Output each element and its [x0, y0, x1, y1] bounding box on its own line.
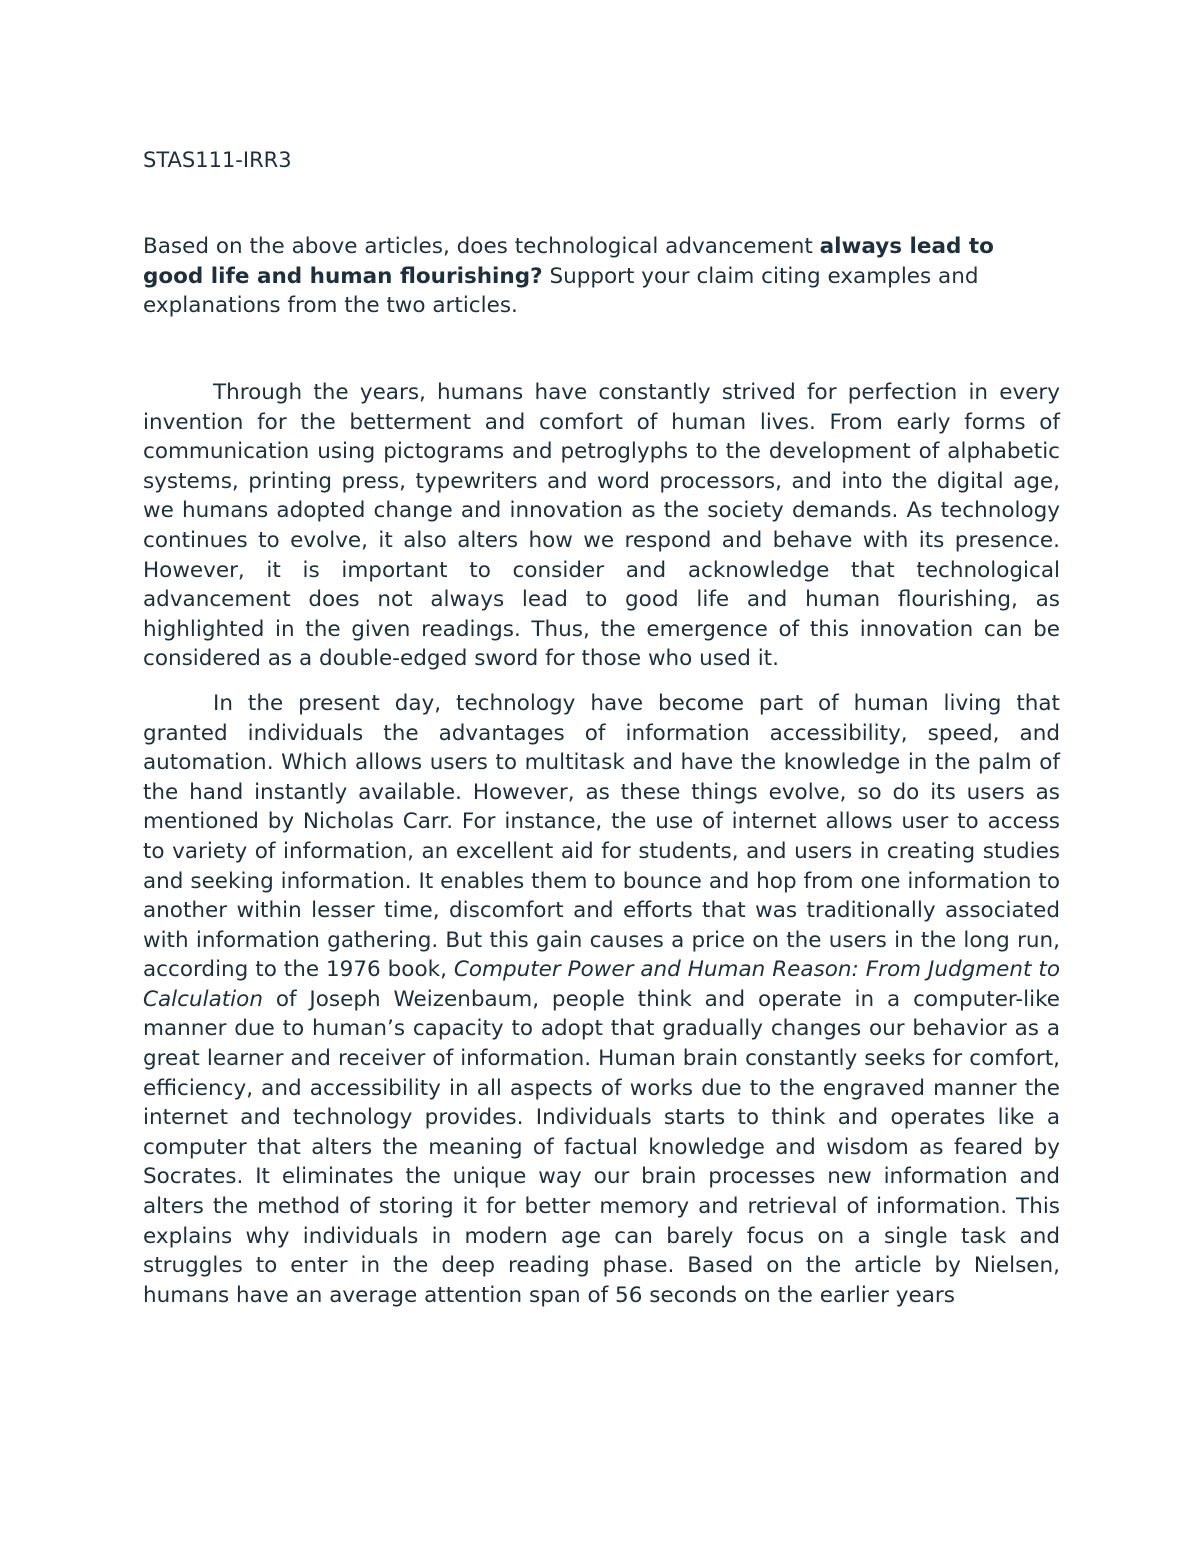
essay-prompt	[143, 232, 1060, 321]
book-title: Computer Power and Human Reason: From Judgment to Calculation	[143, 957, 1060, 1012]
prompt-text-start: Based on the above articles, does technological advancement	[143, 234, 820, 259]
prompt-bold-question: always lead to good life and human flourishing?	[143, 234, 994, 289]
paragraph-2-text-start: In the present day, technology have become part of human living that granted individuals the advantages of information accessibility, speed, and automation. Which allows users to multitask and have the knowledge in the palm of the hand instantly available. However, as these things evolve, so do its users as mentioned by Nicholas Carr. For instance, the use of internet allows user to access to variety of information, an excellent aid for students, and users in creating studies and seeking information. It enables them to bounce and hop from one information to another within lesser time, discomfort and efforts that was traditionally associated with information gathering. But this gain causes a price on the users in the long run, according to the 1976 book,	[143, 690, 1060, 983]
essay-body	[143, 378, 1060, 1310]
prompt-text-end: Support your claim citing examples and explanations from the two articles.	[143, 263, 979, 319]
paragraph-2-text-end: of Joseph Weizenbaum, people think and operate in a computer-like manner due to human’s capacity to adopt that gradually changes our behavior as a great learner and receiver of information. Human brain constantly seeks for comfort, efficiency, and accessibility in all aspects of works due to the engraved manner the internet and technology provides. Individuals starts to think and operates like a computer that alters the meaning of factual knowledge and wisdom as feared by Socrates. It eliminates the unique way our brain processes new information and alters the method of storing it for better memory and retrieval of information. This explains why individuals in modern age can barely focus on a single task and struggles to enter in the deep reading phase. Based on the article by Nielsen, humans have an average attention span of 56 seconds on the earlier years	[143, 986, 1060, 1308]
essay-paragraph-1: Through the years, humans have constantly strived for perfection in every invention for the betterment and comfort of human lives. From early forms of communication using pictograms and petroglyphs to the development of alphabetic systems, printing press, typewriters and word processors, and into the digital age, we humans adopted change and innovation as the society demands. As technology continues to evolve, it also alters how we respond and behave with its presence. However, it is important to consider and acknowledge that technological advancement does not always lead to good life and human flourishing, as highlighted in the given readings. Thus, the emergence of this innovation can be considered as a double-edged sword for those who used it.	[143, 380, 1060, 672]
essay-paragraph-2	[143, 689, 1060, 1310]
document-title: STAS111-IRR3	[143, 148, 292, 172]
